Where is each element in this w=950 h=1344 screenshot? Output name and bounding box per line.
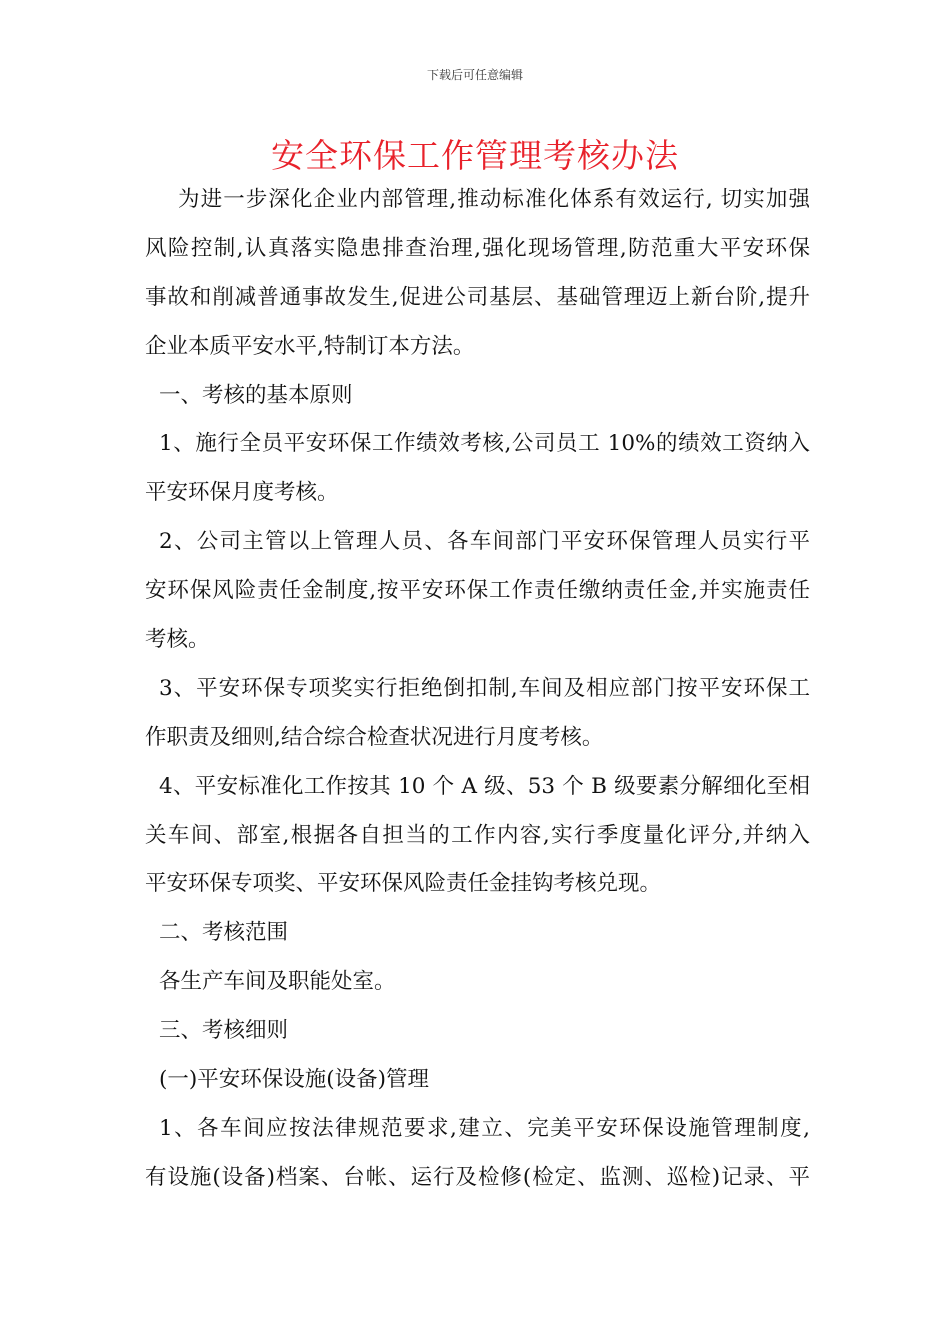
text-line: 二、考核范围 [159, 920, 289, 946]
text-line: 2、公司主管以上管理人员、各车间部门平安环保管理人员实行平 [159, 529, 810, 555]
text-line: 1、各车间应按法律规范要求,建立、完美平安环保设施管理制度, [159, 1115, 810, 1141]
text-line: 3、平安环保专项奖实行拒绝倒扣制,车间及相应部门按平安环保工 [159, 675, 810, 701]
text-line: 风险控制,认真落实隐患排查治理,强化现场管理,防范重大平安环保 [145, 235, 810, 261]
document-body [145, 176, 810, 1203]
text-line: 有设施(设备)档案、台帐、运行及检修(检定、监测、巡检)记录、平 [145, 1164, 810, 1190]
text-line: 各生产车间及职能处室。 [159, 969, 396, 995]
text-line: 事故和削减普通事故发生,促进公司基层、基础管理迈上新台阶,提升 [145, 284, 810, 310]
document-title: 安全环保工作管理考核办法 [271, 136, 679, 175]
text-line: 4、平安标准化工作按其 10 个 A 级、53 个 B 级要素分解细化至相 [159, 773, 810, 799]
text-line: 为进一步深化企业内部管理,推动标准化体系有效运行, 切实加强 [178, 187, 810, 212]
text-line: 作职责及细则,结合综合检查状况进行月度考核。 [145, 724, 604, 750]
text-line: 一、考核的基本原则 [159, 382, 353, 408]
text-line: 1、施行全员平安环保工作绩效考核,公司员工 10%的绩效工资纳入 [159, 431, 810, 457]
text-line: 安环保风险责任金制度,按平安环保工作责任缴纳责任金,并实施责任 [145, 578, 810, 604]
text-line: 关车间、部室,根据各自担当的工作内容,实行季度量化评分,并纳入 [145, 822, 810, 848]
text-line: 三、考核细则 [159, 1018, 289, 1044]
text-line: 企业本质平安水平,特制订本方法。 [145, 333, 475, 359]
text-line: 平安环保月度考核。 [145, 480, 339, 506]
text-line: 考核。 [145, 627, 210, 653]
text-line: (一)平安环保设施(设备)管理 [159, 1067, 430, 1093]
text-line: 平安环保专项奖、平安环保风险责任金挂钩考核兑现。 [145, 871, 662, 897]
header-note: 下载后可任意编辑 [426, 68, 523, 82]
